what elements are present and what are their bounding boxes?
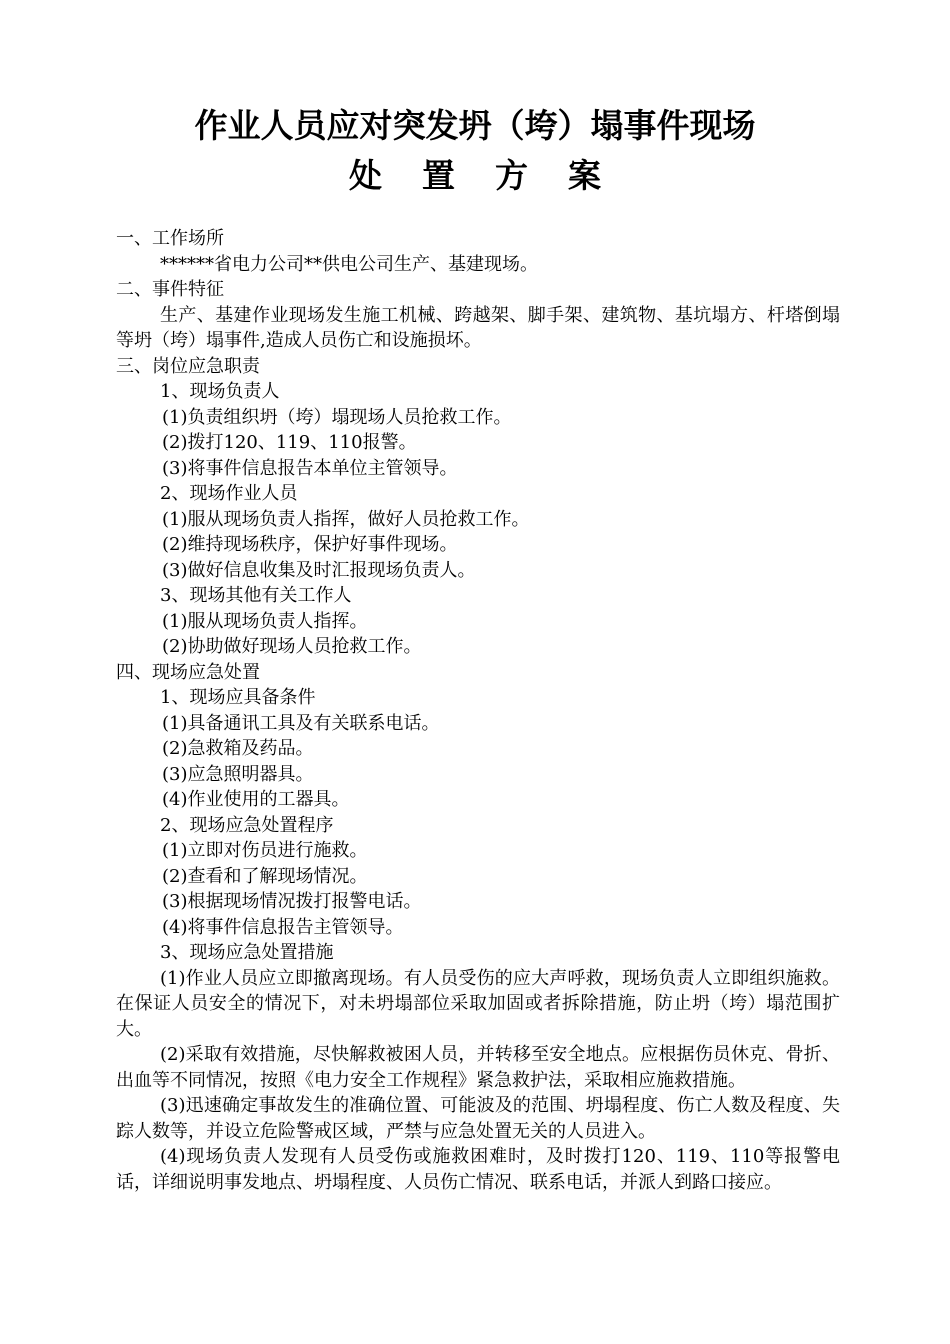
procedure-title: 2、现场应急处置程序 (160, 814, 334, 836)
duty-item: (1)服从现场负责人指挥，做好人员抢救工作。 (162, 508, 530, 530)
duty-item: (1)服从现场负责人指挥。 (162, 610, 368, 632)
condition-item: (1)具备通讯工具及有关联系电话。 (162, 712, 440, 734)
measure-paragraph: (2)采取有效措施，尽快解救被困人员，并转移至安全地点。应根据伤员休克、骨折、出血等不同情况，按照《电力安全工作规程》紧急救护法，采取相应施救措施。 (116, 1044, 840, 1091)
section-heading-emergency-handling: 四、现场应急处置 (116, 661, 260, 683)
measures-title: 3、现场应急处置措施 (160, 942, 334, 963)
procedure-item: (3)根据现场情况拨打报警电话。 (162, 891, 422, 912)
document-subtitle: 处置方案 (349, 156, 641, 195)
conditions-title: 1、现场应具备条件 (160, 687, 316, 708)
measure-paragraph: (4)现场负责人发现有人员受伤或施救困难时，及时拨打120、119、110等报警电话，详细说明事发地点、坍塌程度、人员伤亡情况、联系电话，并派人到路口接应。 (116, 1146, 840, 1193)
procedure-item: (1)立即对伤员进行施救。 (162, 840, 368, 861)
workplace-text: ******省电力公司**供电公司生产、基建现场。 (160, 253, 538, 275)
measure-paragraph: (3)迅速确定事故发生的准确位置、可能波及的范围、坍塌程度、伤亡人数及程度、失踪人数等，并设立危险警戒区域，严禁与应急处置无关的人员进入。 (116, 1095, 840, 1142)
document-title: 作业人员应对突发坍（垮）塌事件现场 (194, 106, 756, 145)
duty-group-title: 1、现场负责人 (160, 381, 280, 402)
document-body (116, 226, 840, 1195)
condition-item: (2)急救箱及药品。 (162, 738, 314, 759)
duty-item: (3)做好信息收集及时汇报现场负责人。 (162, 559, 476, 581)
duty-item: (3)将事件信息报告本单位主管领导。 (162, 457, 458, 479)
section-heading-workplace: 一、工作场所 (116, 228, 224, 249)
procedure-item: (4)将事件信息报告主管领导。 (162, 916, 404, 938)
duty-item: (1)负责组织坍（垮）塌现场人员抢救工作。 (162, 406, 512, 428)
section-heading-event-features: 二、事件特征 (116, 279, 224, 300)
duty-group-title: 2、现场作业人员 (160, 483, 298, 504)
condition-item: (4)作业使用的工器具。 (162, 789, 350, 810)
duty-group-title: 3、现场其他有关工作人 (160, 585, 352, 606)
procedure-item: (2)查看和了解现场情况。 (162, 865, 368, 887)
condition-item: (3)应急照明器具。 (162, 763, 314, 785)
measure-paragraph: (1)作业人员应立即撤离现场。有人员受伤的应大声呼救，现场负责人立即组织施救。在保证人员安全的情况下，对未坍塌部位采取加固或者拆除措施，防止坍（垮）塌范围扩大。 (116, 967, 840, 1040)
duty-item: (2)拨打120、119、110报警。 (162, 432, 417, 453)
section-heading-duties: 三、岗位应急职责 (116, 355, 260, 377)
event-features-text: 生产、基建作业现场发生施工机械、跨越架、脚手架、建筑物、基坑塌方、杆塔倒塌等坍（垮）塌事件,造成人员伤亡和设施损坏。 (116, 304, 840, 351)
duty-item: (2)维持现场秩序，保护好事件现场。 (162, 534, 458, 555)
duty-item: (2)协助做好现场人员抢救工作。 (162, 636, 422, 657)
